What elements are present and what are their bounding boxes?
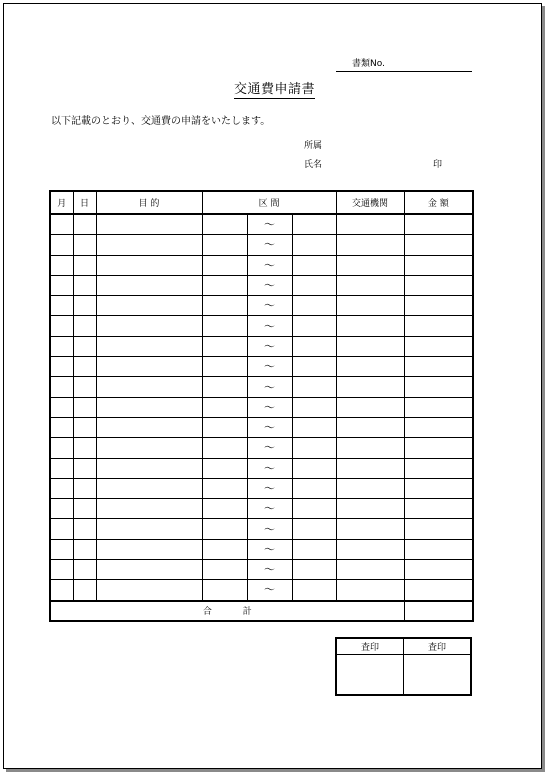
amount-cell[interactable] <box>404 214 473 235</box>
amount-cell[interactable] <box>404 539 473 559</box>
purpose-cell[interactable] <box>96 417 202 437</box>
header-purpose: 目 的 <box>96 191 202 214</box>
month-cell[interactable] <box>50 458 73 478</box>
from-cell[interactable] <box>202 275 247 295</box>
purpose-cell[interactable] <box>96 214 202 235</box>
day-cell[interactable] <box>73 438 96 458</box>
month-cell[interactable] <box>50 214 73 235</box>
table-row <box>50 275 473 295</box>
amount-cell[interactable] <box>404 275 473 295</box>
purpose-cell[interactable] <box>96 458 202 478</box>
month-cell[interactable] <box>50 397 73 417</box>
from-cell[interactable] <box>202 519 247 539</box>
stamp-box-row <box>336 655 471 696</box>
month-cell[interactable] <box>50 336 73 356</box>
transport-cell[interactable] <box>336 417 404 437</box>
transport-cell[interactable] <box>336 235 404 255</box>
transport-cell[interactable] <box>336 580 404 601</box>
from-cell[interactable] <box>202 539 247 559</box>
to-cell[interactable] <box>292 336 336 356</box>
tilde-cell: ～ <box>247 214 292 235</box>
table-row <box>50 336 473 356</box>
to-cell[interactable] <box>292 539 336 559</box>
purpose-cell[interactable] <box>96 275 202 295</box>
month-cell[interactable] <box>50 255 73 275</box>
transport-cell[interactable] <box>336 539 404 559</box>
to-cell[interactable] <box>292 255 336 275</box>
amount-cell[interactable] <box>404 438 473 458</box>
purpose-cell[interactable] <box>96 580 202 601</box>
stamp-box[interactable] <box>336 655 404 696</box>
purpose-cell[interactable] <box>96 539 202 559</box>
day-cell[interactable] <box>73 316 96 336</box>
transport-cell[interactable] <box>336 275 404 295</box>
tilde-cell: ～ <box>247 377 292 397</box>
header-section: 区 間 <box>202 191 336 214</box>
month-cell[interactable] <box>50 235 73 255</box>
to-cell[interactable] <box>292 357 336 377</box>
header-amount: 金 額 <box>404 191 473 214</box>
table-row <box>50 539 473 559</box>
amount-cell[interactable] <box>404 316 473 336</box>
from-cell[interactable] <box>202 438 247 458</box>
purpose-cell[interactable] <box>96 377 202 397</box>
page-title <box>0 78 549 97</box>
purpose-cell[interactable] <box>96 255 202 275</box>
amount-cell[interactable] <box>404 357 473 377</box>
transport-cell[interactable] <box>336 296 404 316</box>
table-row <box>50 296 473 316</box>
transport-cell[interactable] <box>336 560 404 580</box>
tilde-cell: ～ <box>247 539 292 559</box>
table-row <box>50 214 473 235</box>
tilde-cell: ～ <box>247 296 292 316</box>
month-cell[interactable] <box>50 316 73 336</box>
table-row <box>50 255 473 275</box>
purpose-cell[interactable] <box>96 235 202 255</box>
header-day: 日 <box>73 191 96 214</box>
table-row <box>50 417 473 437</box>
table-row <box>50 499 473 519</box>
from-cell[interactable] <box>202 255 247 275</box>
month-cell[interactable] <box>50 357 73 377</box>
tilde-cell: ～ <box>247 560 292 580</box>
stamp-label: 査印 <box>404 638 472 655</box>
tilde-cell: ～ <box>247 519 292 539</box>
month-cell[interactable] <box>50 539 73 559</box>
month-cell[interactable] <box>50 296 73 316</box>
to-cell[interactable] <box>292 458 336 478</box>
to-cell[interactable] <box>292 438 336 458</box>
transport-cell[interactable] <box>336 499 404 519</box>
from-cell[interactable] <box>202 296 247 316</box>
total-amount-cell[interactable] <box>404 601 473 621</box>
amount-cell[interactable] <box>404 560 473 580</box>
seal-label: 印 <box>433 160 443 170</box>
document-number-label: 書類No. <box>352 59 385 69</box>
month-cell[interactable] <box>50 478 73 498</box>
amount-cell[interactable] <box>404 336 473 356</box>
stamp-box[interactable] <box>404 655 472 696</box>
tilde-cell: ～ <box>247 275 292 295</box>
tilde-cell: ～ <box>247 357 292 377</box>
day-cell[interactable] <box>73 275 96 295</box>
day-cell[interactable] <box>73 336 96 356</box>
day-cell[interactable] <box>73 478 96 498</box>
month-cell[interactable] <box>50 560 73 580</box>
day-cell[interactable] <box>73 397 96 417</box>
from-cell[interactable] <box>202 336 247 356</box>
transport-cell[interactable] <box>336 357 404 377</box>
month-cell[interactable] <box>50 377 73 397</box>
day-cell[interactable] <box>73 377 96 397</box>
table-row <box>50 235 473 255</box>
amount-cell[interactable] <box>404 255 473 275</box>
purpose-cell[interactable] <box>96 560 202 580</box>
table-row <box>50 560 473 580</box>
transport-cell[interactable] <box>336 377 404 397</box>
document-number-field[interactable] <box>336 71 472 72</box>
table-row <box>50 397 473 417</box>
purpose-cell[interactable] <box>96 336 202 356</box>
table-row <box>50 438 473 458</box>
table-header-row <box>50 191 473 214</box>
day-cell[interactable] <box>73 235 96 255</box>
from-cell[interactable] <box>202 316 247 336</box>
day-cell[interactable] <box>73 296 96 316</box>
to-cell[interactable] <box>292 417 336 437</box>
stamp-header-row <box>336 638 471 655</box>
tilde-cell: ～ <box>247 397 292 417</box>
to-cell[interactable] <box>292 377 336 397</box>
department-label: 所属 <box>304 141 323 151</box>
purpose-cell[interactable] <box>96 296 202 316</box>
expense-table <box>49 190 474 622</box>
purpose-cell[interactable] <box>96 478 202 498</box>
tilde-cell: ～ <box>247 580 292 601</box>
to-cell[interactable] <box>292 296 336 316</box>
transport-cell[interactable] <box>336 478 404 498</box>
tilde-cell: ～ <box>247 235 292 255</box>
purpose-cell[interactable] <box>96 316 202 336</box>
month-cell[interactable] <box>50 499 73 519</box>
day-cell[interactable] <box>73 499 96 519</box>
total-row <box>50 601 473 621</box>
tilde-cell: ～ <box>247 255 292 275</box>
from-cell[interactable] <box>202 560 247 580</box>
to-cell[interactable] <box>292 214 336 235</box>
table-row <box>50 357 473 377</box>
day-cell[interactable] <box>73 357 96 377</box>
from-cell[interactable] <box>202 499 247 519</box>
table-row <box>50 580 473 601</box>
day-cell[interactable] <box>73 560 96 580</box>
day-cell[interactable] <box>73 214 96 235</box>
to-cell[interactable] <box>292 580 336 601</box>
from-cell[interactable] <box>202 397 247 417</box>
day-cell[interactable] <box>73 539 96 559</box>
day-cell[interactable] <box>73 255 96 275</box>
month-cell[interactable] <box>50 438 73 458</box>
transport-cell[interactable] <box>336 214 404 235</box>
amount-cell[interactable] <box>404 235 473 255</box>
amount-cell[interactable] <box>404 519 473 539</box>
to-cell[interactable] <box>292 478 336 498</box>
tilde-cell: ～ <box>247 499 292 519</box>
day-cell[interactable] <box>73 417 96 437</box>
header-transport: 交通機関 <box>336 191 404 214</box>
amount-cell[interactable] <box>404 580 473 601</box>
purpose-cell[interactable] <box>96 397 202 417</box>
stamp-label: 査印 <box>336 638 404 655</box>
table-row <box>50 316 473 336</box>
month-cell[interactable] <box>50 580 73 601</box>
purpose-cell[interactable] <box>96 519 202 539</box>
day-cell[interactable] <box>73 519 96 539</box>
from-cell[interactable] <box>202 478 247 498</box>
transport-cell[interactable] <box>336 438 404 458</box>
amount-cell[interactable] <box>404 377 473 397</box>
tilde-cell: ～ <box>247 417 292 437</box>
to-cell[interactable] <box>292 560 336 580</box>
intro-text: 以下記載のとおり、交通費の申請をいたします。 <box>51 116 271 127</box>
tilde-cell: ～ <box>247 458 292 478</box>
to-cell[interactable] <box>292 397 336 417</box>
to-cell[interactable] <box>292 499 336 519</box>
from-cell[interactable] <box>202 458 247 478</box>
amount-cell[interactable] <box>404 397 473 417</box>
month-cell[interactable] <box>50 275 73 295</box>
month-cell[interactable] <box>50 519 73 539</box>
from-cell[interactable] <box>202 357 247 377</box>
purpose-cell[interactable] <box>96 499 202 519</box>
purpose-cell[interactable] <box>96 438 202 458</box>
title-text: 交通費申請書 <box>233 82 315 97</box>
amount-cell[interactable] <box>404 417 473 437</box>
header-month: 月 <box>50 191 73 214</box>
amount-cell[interactable] <box>404 499 473 519</box>
to-cell[interactable] <box>292 519 336 539</box>
day-cell[interactable] <box>73 458 96 478</box>
transport-cell[interactable] <box>336 336 404 356</box>
tilde-cell: ～ <box>247 316 292 336</box>
transport-cell[interactable] <box>336 316 404 336</box>
from-cell[interactable] <box>202 214 247 235</box>
from-cell[interactable] <box>202 580 247 601</box>
table-row <box>50 478 473 498</box>
transport-cell[interactable] <box>336 519 404 539</box>
purpose-cell[interactable] <box>96 357 202 377</box>
tilde-cell: ～ <box>247 478 292 498</box>
to-cell[interactable] <box>292 275 336 295</box>
amount-cell[interactable] <box>404 478 473 498</box>
total-label: 合 計 <box>50 601 404 621</box>
tilde-cell: ～ <box>247 336 292 356</box>
from-cell[interactable] <box>202 417 247 437</box>
table-row <box>50 519 473 539</box>
amount-cell[interactable] <box>404 458 473 478</box>
approval-stamps <box>335 637 472 696</box>
to-cell[interactable] <box>292 235 336 255</box>
day-cell[interactable] <box>73 580 96 601</box>
transport-cell[interactable] <box>336 397 404 417</box>
month-cell[interactable] <box>50 417 73 437</box>
from-cell[interactable] <box>202 235 247 255</box>
to-cell[interactable] <box>292 316 336 336</box>
name-label: 氏名 <box>304 160 323 170</box>
amount-cell[interactable] <box>404 296 473 316</box>
table-row <box>50 458 473 478</box>
transport-cell[interactable] <box>336 458 404 478</box>
tilde-cell: ～ <box>247 438 292 458</box>
from-cell[interactable] <box>202 377 247 397</box>
transport-cell[interactable] <box>336 255 404 275</box>
table-row <box>50 377 473 397</box>
